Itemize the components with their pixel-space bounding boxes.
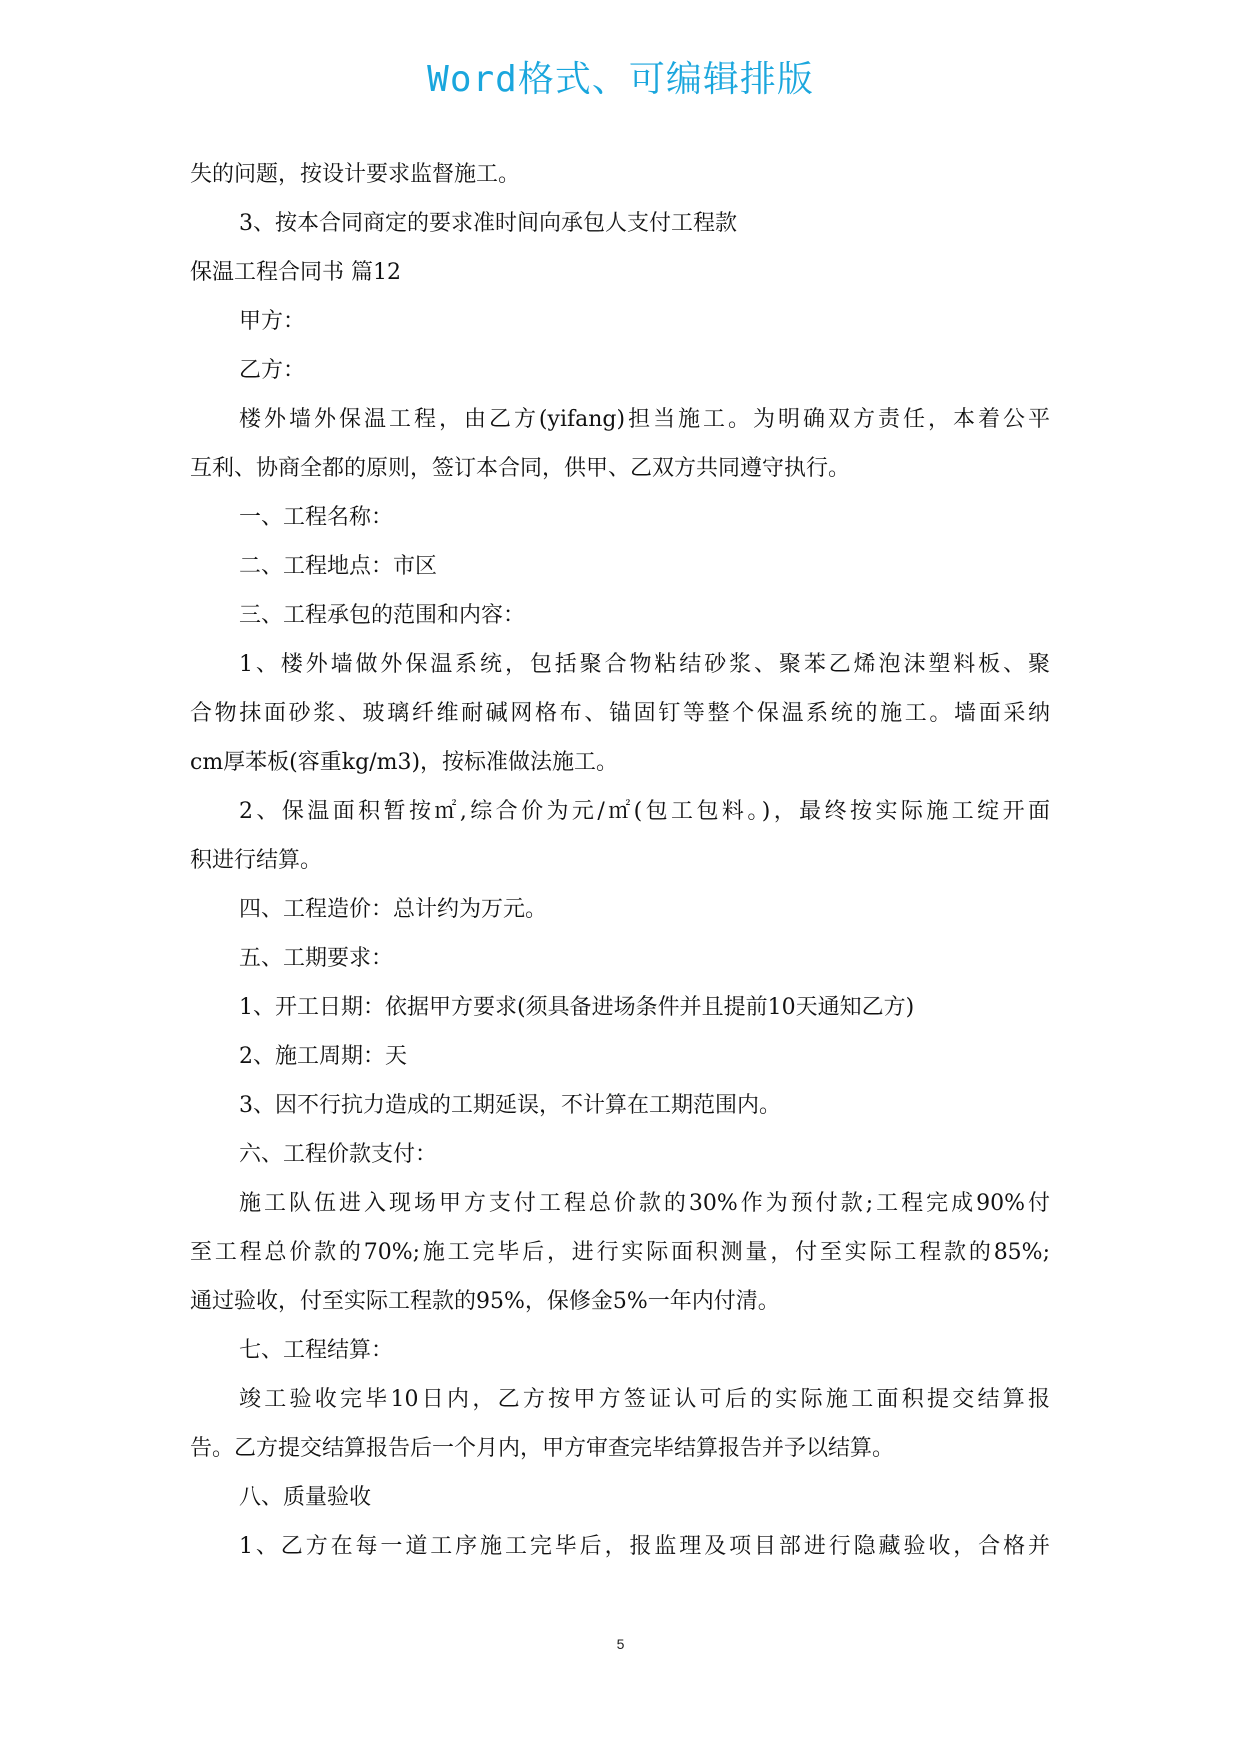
text-line: 至工程总价款的70%;施工完毕后，进行实际面积测量，付至实际工程款的85%; <box>190 1240 1050 1265</box>
page-number: 5 <box>616 1636 625 1652</box>
text-line: 失的问题，按设计要求监督施工。 <box>190 162 521 187</box>
text-line: 3、按本合同商定的要求准时间向承包人支付工程款 <box>239 211 737 236</box>
text-line: 竣工验收完毕10日内，乙方按甲方签证认可后的实际施工面积提交结算报 <box>239 1387 1050 1412</box>
clause-heading: 三、工程承包的范围和内容： <box>239 603 526 628</box>
document-body <box>190 150 1050 1571</box>
text-line: 2、保温面积暂按㎡,综合价为元/㎡(包工包料。)，最终按实际施工绽开面 <box>239 799 1050 824</box>
section-title: 保温工程合同书 篇12 <box>190 260 401 285</box>
text-line: 通过验收，付至实际工程款的95%，保修金5%一年内付清。 <box>190 1289 780 1314</box>
text-line: 2、施工周期：天 <box>239 1044 407 1069</box>
text-line: 楼外墙外保温工程，由乙方(yifang)担当施工。为明确双方责任，本着公平 <box>239 407 1050 432</box>
text-line: 互利、协商全都的原则，签订本合同，供甲、乙双方共同遵守执行。 <box>190 456 851 481</box>
text-line: 1、开工日期：依据甲方要求(须具备进场条件并且提前10天通知乙方) <box>239 995 915 1020</box>
clause-heading: 七、工程结算： <box>239 1338 394 1363</box>
text-line: 告。乙方提交结算报告后一个月内，甲方审查完毕结算报告并予以结算。 <box>190 1436 895 1461</box>
text-line: cm厚苯板(容重kg/m3)，按标准做法施工。 <box>190 750 619 775</box>
clause-heading: 六、工程价款支付： <box>239 1142 438 1167</box>
text-line: 积进行结算。 <box>190 848 323 873</box>
clause-heading: 五、工期要求： <box>239 946 394 971</box>
party-a-label: 甲方： <box>239 309 306 334</box>
text-line: 3、因不行抗力造成的工期延误，不计算在工期范围内。 <box>239 1093 781 1118</box>
clause-heading: 八、质量验收 <box>239 1485 372 1510</box>
clause-heading: 一、工程名称： <box>239 505 394 530</box>
clause-heading: 四、工程造价：总计约为万元。 <box>239 897 548 922</box>
text-line: 1、乙方在每一道工序施工完毕后，报监理及项目部进行隐藏验收，合格并 <box>239 1534 1050 1559</box>
text-line: 合物抹面砂浆、玻璃纤维耐碱网格布、锚固钉等整个保温系统的施工。墙面采纳 <box>190 701 1050 726</box>
clause-heading: 二、工程地点：市区 <box>239 554 438 579</box>
document-header-title: Word格式、可编辑排版 <box>427 59 814 100</box>
party-b-label: 乙方： <box>239 358 306 383</box>
text-line: 施工队伍进入现场甲方支付工程总价款的30%作为预付款;工程完成90%付 <box>239 1191 1050 1216</box>
text-line: 1、楼外墙做外保温系统，包括聚合物粘结砂浆、聚苯乙烯泡沫塑料板、聚 <box>239 652 1050 677</box>
